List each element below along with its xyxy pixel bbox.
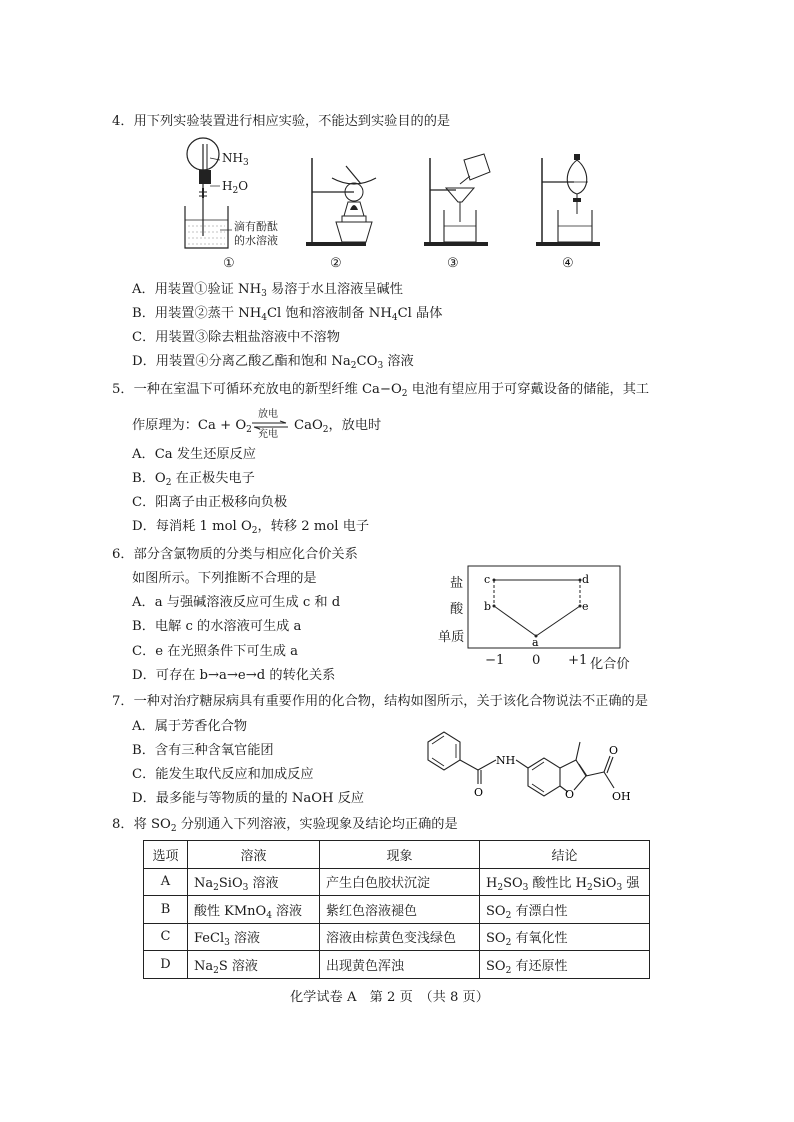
row-option: B — [144, 896, 188, 924]
row-conclusion: $H_2SO_3$ 酸性比 $H_2SiO_3$ 强 — [480, 868, 650, 896]
page-footer: 化学试卷 A 第 2 页 （共 8 页） — [290, 990, 489, 1005]
q4-option-c: C．用装置③除去粗盐溶液中不溶物 — [132, 330, 340, 345]
row-conclusion: $SO_2$ 有还原性 — [480, 951, 650, 979]
x-tick-plus1: +1 — [568, 653, 588, 668]
row-solution: FeCl$_3$ 溶液 — [188, 923, 320, 951]
q7-stem: 7．一种对治疗糖尿病具有重要作用的化合物，结构如图所示，关于该化合物说法不正确的是 — [112, 694, 648, 709]
header-solution: 溶液 — [188, 841, 320, 869]
row-solution: 酸性 KMnO$_4$ 溶液 — [188, 896, 320, 924]
furan-o-label: O — [565, 788, 575, 801]
valence-chart — [468, 566, 628, 654]
table-row — [144, 923, 650, 951]
row-phenomenon: 溶液由棕黄色变浅绿色 — [320, 923, 480, 951]
header-conclusion: 结论 — [480, 841, 650, 869]
q4-apparatus-2 — [306, 148, 376, 252]
q4-option-a: A．用装置①验证 $NH_3$ 易溶于水且溶液呈碱性 — [132, 282, 403, 299]
q6-option-a: A．a 与强碱溶液反应可生成 c 和 d — [132, 595, 341, 610]
row-solution: $Na_2S$ 溶液 — [188, 951, 320, 979]
q7-option-c: C．能发生取代反应和加成反应 — [132, 767, 314, 782]
h2o-label: $H_2O$ — [222, 179, 249, 196]
nh3-label: $NH_3$ — [222, 151, 249, 168]
q6-option-d: D．可存在 b→a→e→d 的转化关系 — [132, 668, 336, 683]
row-option: A — [144, 868, 188, 896]
point-c: c — [484, 573, 491, 586]
x-tick-0: 0 — [532, 653, 541, 668]
table-row — [144, 896, 650, 924]
row-conclusion: $SO_2$ 有漂白性 — [480, 896, 650, 924]
header-option: 选项 — [144, 841, 188, 869]
q6-option-b: B．电解 c 的水溶液可生成 a — [132, 619, 302, 634]
q4-apparatus-4 — [536, 150, 606, 252]
table-row — [144, 951, 650, 979]
q6-stem-line2: 如图所示。下列推断不合理的是 — [132, 571, 317, 586]
acid-o-label: O — [609, 744, 619, 757]
oh-label: OH — [612, 790, 631, 803]
fig-number-4: ④ — [562, 256, 574, 271]
x-tick-minus1: −1 — [485, 653, 505, 668]
table-row — [144, 868, 650, 896]
q8-stem: 8．将 $SO_2$ 分别通入下列溶液，实验现象及结论均正确的是 — [112, 817, 458, 834]
q4-apparatus-3 — [424, 150, 494, 252]
q7-option-d: D．最多能与等物质的量的 NaOH 反应 — [132, 791, 365, 806]
point-d: d — [582, 573, 590, 586]
fig-number-3: ③ — [447, 256, 459, 271]
q5-stem-line2-end: CaO$_2$，放电时 — [294, 418, 382, 435]
q6-stem-line1: 6．部分含氯物质的分类与相应化合价关系 — [112, 547, 358, 562]
y-label-salt: 盐 — [450, 576, 464, 591]
q5-option-a: A．Ca 发生还原反应 — [132, 447, 256, 462]
y-label-acid: 酸 — [450, 602, 464, 617]
q5-option-d: D．每消耗 1 mol $O_2$，转移 2 mol 电子 — [132, 519, 370, 536]
x-axis-title: 化合价 — [590, 657, 630, 672]
q4-option-b: B．用装置②蒸干 $NH_4Cl$ 饱和溶液制备 $NH_4Cl$ 晶体 — [132, 306, 443, 323]
row-option: D — [144, 951, 188, 979]
q6-option-c: C．e 在光照条件下可生成 a — [132, 644, 299, 659]
carbonyl-o-label: O — [474, 786, 484, 799]
row-option: C — [144, 923, 188, 951]
q4-option-d: D．用装置④分离乙酸乙酯和饱和 $Na_2CO_3$ 溶液 — [132, 354, 414, 371]
q5-option-c: C．阳离子由正极移向负极 — [132, 495, 288, 510]
row-phenomenon: 产生白色胶状沉淀 — [320, 868, 480, 896]
arrow-top-label: 放电 — [258, 409, 278, 420]
beaker-label: 滴有酚酞 的水溶液 — [234, 220, 278, 247]
point-b: b — [484, 600, 492, 613]
point-a: a — [532, 636, 539, 649]
row-phenomenon: 紫红色溶液褪色 — [320, 896, 480, 924]
q5-stem-line1: 5．一种在室温下可循环充放电的新型纤维 $Ca-O_2$ 电池有望应用于可穿戴设备的储能，其工 — [112, 382, 650, 399]
q7-option-a: A．属于芳香化合物 — [132, 719, 248, 734]
nh-label: NH — [496, 754, 516, 767]
header-phenomenon: 现象 — [320, 841, 480, 869]
q7-option-b: B．含有三种含氧官能团 — [132, 743, 274, 758]
fig-number-2: ② — [330, 256, 342, 271]
q5-stem-line2: 作原理为：$Ca + O_2$ — [132, 418, 252, 435]
q4-stem: 4．用下列实验装置进行相应实验，不能达到实验目的的是 — [112, 114, 451, 129]
row-conclusion: $SO_2$ 有氧化性 — [480, 923, 650, 951]
fig-number-1: ① — [223, 256, 235, 271]
q5-option-b: B．$O_2$ 在正极失电子 — [132, 471, 255, 488]
row-solution: $Na_2SiO_3$ 溶液 — [188, 868, 320, 896]
compound-structure — [420, 712, 640, 812]
arrow-bottom-label: 充电 — [258, 429, 278, 440]
q8-table — [143, 840, 650, 979]
point-e: e — [582, 600, 589, 613]
row-phenomenon: 出现黄色浑浊 — [320, 951, 480, 979]
table-header-row — [144, 841, 650, 869]
y-label-element: 单质 — [438, 630, 465, 645]
